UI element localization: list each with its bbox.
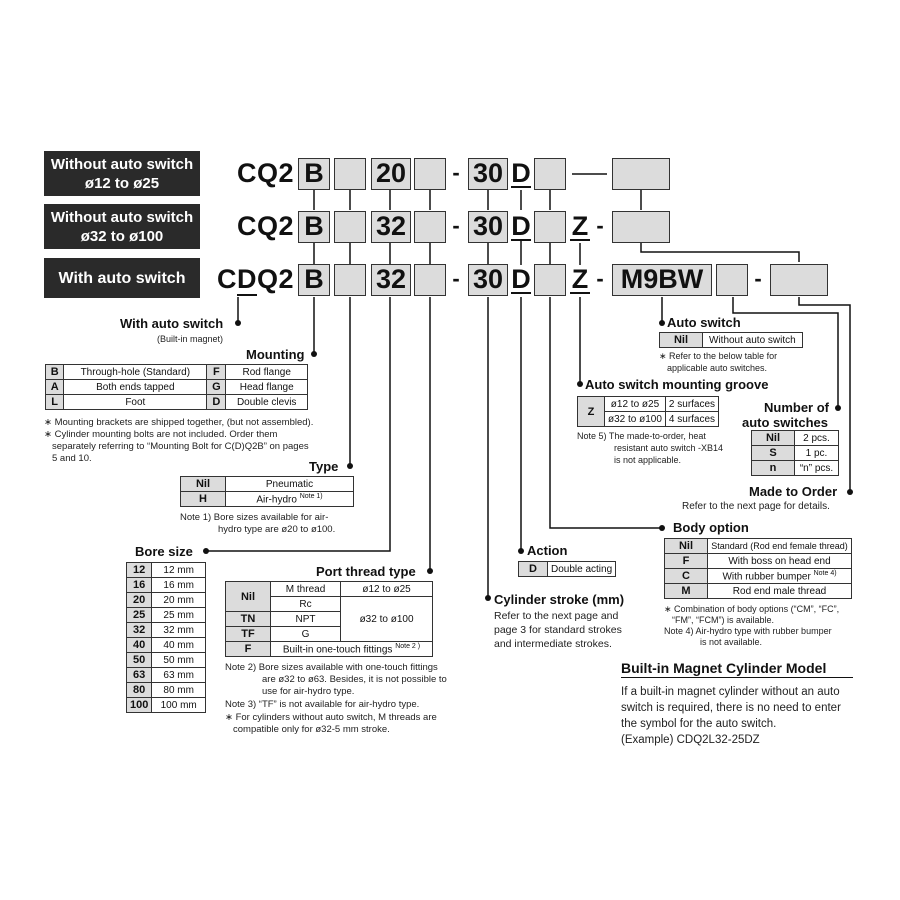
mounting-note: ∗ Mounting brackets are shipped together, (but not assembled). (44, 417, 314, 428)
desc: 40 mm (152, 638, 206, 653)
code: B (46, 365, 64, 380)
desc-text: With rubber bumper (722, 571, 811, 583)
row-label-line2: ø32 to ø100 (80, 227, 164, 245)
stroke-code-box: 30 (468, 158, 508, 190)
code: L (46, 395, 64, 410)
body-option-note: Note 4) Air-hydro type with rubber bumper (664, 626, 832, 636)
table-row (660, 333, 803, 348)
body-option-box (534, 211, 566, 243)
magnet-model-example: (Example) CDQ2L32-25DZ (621, 734, 760, 746)
desc: G (271, 627, 341, 642)
desc: 100 mm (152, 698, 206, 713)
desc: 25 mm (152, 608, 206, 623)
port-note: are ø32 to ø63. Besides, it is not possible to (262, 674, 447, 685)
made-to-order-box (612, 211, 670, 243)
table-row (752, 446, 839, 461)
table-row (127, 623, 206, 638)
auto-switch-note: ∗ Refer to the below table for (659, 351, 778, 361)
groove-code: Z (571, 264, 589, 294)
action-title: Action (527, 543, 568, 558)
desc: 4 surfaces (665, 412, 718, 427)
stroke-note: Refer to the next page and (494, 610, 619, 622)
mounting-table (45, 364, 308, 410)
model-prefix: CQ2 (236, 211, 294, 241)
groove-note: is not applicable. (614, 455, 682, 465)
desc: “n” pcs. (795, 461, 839, 476)
auto-switch-note: applicable auto switches. (667, 363, 768, 373)
auto-switch-code-box: M9BW (612, 264, 712, 296)
magnet-model-text: switch is required, there is no need to enter (621, 702, 841, 714)
desc-text: Built-in one-touch fittings (282, 644, 393, 656)
table-row (127, 668, 206, 683)
type-title: Type (309, 459, 339, 474)
code: TF (226, 627, 271, 642)
magnet-model-text: the symbol for the auto switch. (621, 718, 777, 730)
code: n (752, 461, 795, 476)
code: 20 (127, 593, 152, 608)
code: S (752, 446, 795, 461)
groove-note: Note 5) The made-to-order, heat (577, 431, 706, 441)
mounting-code-box: B (298, 158, 330, 190)
desc: Head flange (226, 380, 308, 395)
row-label-line1: With auto switch (58, 269, 186, 287)
prefix-c: C (216, 264, 237, 294)
port-code-box (414, 158, 446, 190)
body-option-title: Body option (673, 520, 749, 535)
body-option-box (534, 158, 566, 190)
desc: 2 surfaces (665, 397, 718, 412)
code: D (207, 395, 226, 410)
num-switches-box (716, 264, 748, 296)
code: H (181, 492, 226, 507)
model-prefix (200, 264, 294, 294)
action-code: D (511, 264, 531, 294)
mounting-code-box: B (298, 211, 330, 243)
table-row (46, 365, 308, 380)
desc: 20 mm (152, 593, 206, 608)
desc: With boss on head end (708, 554, 852, 569)
desc: 80 mm (152, 683, 206, 698)
code: 16 (127, 578, 152, 593)
row-label-line1: Without auto switch (50, 155, 194, 173)
action-code: D (511, 158, 531, 188)
table-row (127, 653, 206, 668)
type-note: hydro type are ø20 to ø100. (218, 524, 336, 535)
type-code-box (334, 158, 366, 190)
body-option-note: “FM”, “FCM”) is available. (672, 615, 775, 625)
code: D (519, 562, 548, 577)
type-note: Note 1) Bore sizes available for air- (180, 512, 329, 523)
port-note: use for air-hydro type. (262, 686, 355, 697)
code: TN (226, 612, 271, 627)
table-row (752, 431, 839, 446)
dash: - (754, 266, 762, 291)
table-row (181, 492, 354, 507)
bore-size-title: Bore size (135, 544, 193, 559)
cylinder-stroke-title: Cylinder stroke (mm) (494, 592, 625, 607)
table-row (127, 593, 206, 608)
groove-title: Auto switch mounting groove (585, 377, 769, 392)
action-code: D (511, 211, 531, 241)
table-row (181, 477, 354, 492)
table-row (127, 698, 206, 713)
prefix-rest: Q2 (256, 264, 294, 294)
body-option-table (664, 538, 852, 599)
row-label-with-switch (44, 258, 200, 298)
desc-text: Air-hydro (256, 494, 297, 506)
desc: Rod end male thread (708, 584, 852, 599)
desc: Double acting (548, 562, 616, 577)
table-row (46, 380, 308, 395)
code: Nil (226, 582, 271, 612)
table-row (665, 539, 852, 554)
code: F (207, 365, 226, 380)
with-auto-switch-sub: (Built-in magnet) (157, 334, 224, 344)
code: A (46, 380, 64, 395)
code: Nil (181, 477, 226, 492)
num-switches-title: auto switches (742, 415, 828, 430)
row-label-line1: Without auto switch (50, 208, 194, 226)
body-option-box (534, 264, 566, 296)
desc: 12 mm (152, 563, 206, 578)
num-switches-title: Number of (764, 400, 829, 415)
groove-note: resistant auto switch -XB14 (614, 443, 724, 453)
model-prefix: CQ2 (236, 158, 294, 188)
row-label-without-switch-small (44, 151, 200, 196)
desc: Through-hole (Standard) (64, 365, 207, 380)
table-row (226, 582, 433, 597)
row-label-without-switch-large (44, 204, 200, 249)
code: 63 (127, 668, 152, 683)
magnet-model-title: Built-in Magnet Cylinder Model (621, 660, 853, 678)
desc (708, 569, 852, 584)
mounting-code-box: B (298, 264, 330, 296)
dash: - (596, 213, 604, 238)
port-code-box (414, 211, 446, 243)
groove-code: Z (571, 211, 589, 241)
desc: Double clevis (226, 395, 308, 410)
auto-switch-table (659, 332, 803, 348)
table-row (127, 683, 206, 698)
stroke-note: page 3 for standard strokes (494, 624, 622, 636)
auto-switch-title: Auto switch (667, 315, 741, 330)
mounting-title: Mounting (246, 347, 305, 362)
code: Nil (660, 333, 703, 348)
desc: 32 mm (152, 623, 206, 638)
desc (271, 642, 433, 657)
mounting-note: ∗ Cylinder mounting bolts are not included. Order them (44, 429, 278, 440)
desc: 2 pcs. (795, 431, 839, 446)
num-switches-table (751, 430, 839, 476)
port-thread-table (225, 581, 433, 657)
stroke-note: and intermediate strokes. (494, 638, 612, 650)
bore-size-table (126, 562, 206, 713)
body-option-note: is not available. (700, 637, 763, 647)
note-ref: Note 4) (813, 569, 837, 577)
desc: 16 mm (152, 578, 206, 593)
desc: Both ends tapped (64, 380, 207, 395)
range: ø12 to ø25 (341, 582, 433, 597)
code: F (226, 642, 271, 657)
desc: NPT (271, 612, 341, 627)
table-row (665, 569, 852, 584)
desc: Rc (271, 597, 341, 612)
port-note: ∗ For cylinders without auto switch, M threads are (225, 712, 437, 723)
code: F (665, 554, 708, 569)
desc: Pneumatic (226, 477, 354, 492)
type-table (180, 476, 354, 507)
desc: Without auto switch (703, 333, 803, 348)
type-code-box (334, 264, 366, 296)
mounting-note: separately referring to “Mounting Bolt for C(D)Q2B” on pages (52, 441, 309, 452)
table-row (127, 563, 206, 578)
code: 12 (127, 563, 152, 578)
dash: - (452, 213, 460, 238)
with-auto-switch-title: With auto switch (120, 316, 224, 331)
code: 32 (127, 623, 152, 638)
desc: M thread (271, 582, 341, 597)
table-row (127, 608, 206, 623)
made-to-order-box (770, 264, 828, 296)
table-row (127, 578, 206, 593)
table-row (752, 461, 839, 476)
table-row (665, 584, 852, 599)
desc (226, 492, 354, 507)
desc: Foot (64, 395, 207, 410)
desc: Rod flange (226, 365, 308, 380)
desc: 50 mm (152, 653, 206, 668)
magnet-model-text: If a built-in magnet cylinder without an auto (621, 686, 840, 698)
table-row (226, 642, 433, 657)
made-to-order-title: Made to Order (749, 484, 838, 499)
range: ø32 to ø100 (341, 597, 433, 642)
groove-table (577, 396, 719, 427)
code: C (665, 569, 708, 584)
dash: - (452, 160, 460, 185)
action-table (518, 561, 616, 577)
code: 80 (127, 683, 152, 698)
code: 40 (127, 638, 152, 653)
desc: 63 mm (152, 668, 206, 683)
stroke-code-box: 30 (468, 264, 508, 296)
table-row (578, 397, 719, 412)
table-row (665, 554, 852, 569)
port-note: Note 3) “TF” is not available for air-hydro type. (225, 699, 420, 710)
bore-code-box: 32 (371, 264, 411, 296)
made-to-order-box (612, 158, 670, 190)
dash: - (596, 266, 604, 291)
type-code-box (334, 211, 366, 243)
code: 100 (127, 698, 152, 713)
port-note: Note 2) Bore sizes available with one-touch fittings (225, 662, 438, 673)
table-row (519, 562, 616, 577)
code: Nil (665, 539, 708, 554)
mounting-note: 5 and 10. (52, 453, 92, 464)
bore-code-box: 20 (371, 158, 411, 190)
made-to-order-note: Refer to the next page for details. (682, 501, 830, 512)
bore-code-box: 32 (371, 211, 411, 243)
code: G (207, 380, 226, 395)
code: 50 (127, 653, 152, 668)
note-ref: Note 1) (299, 492, 323, 500)
body-option-note: ∗ Combination of body options (“CM”, “FC”, (664, 604, 840, 614)
code: Nil (752, 431, 795, 446)
dash: - (452, 266, 460, 291)
stroke-code-box: 30 (468, 211, 508, 243)
code: Z (578, 397, 605, 427)
range: ø12 to ø25 (605, 397, 666, 412)
table-row (127, 638, 206, 653)
port-thread-title: Port thread type (316, 564, 416, 579)
desc: Standard (Rod end female thread) (708, 539, 852, 554)
row-label-line2: ø12 to ø25 (84, 174, 160, 192)
port-code-box (414, 264, 446, 296)
code: M (665, 584, 708, 599)
port-note: compatible only for ø32-5 mm stroke. (233, 724, 390, 735)
range: ø32 to ø100 (605, 412, 666, 427)
desc: 1 pc. (795, 446, 839, 461)
note-ref: Note 2 ) (395, 642, 421, 650)
prefix-d-magnet: D (236, 264, 257, 294)
table-row (46, 395, 308, 410)
code: 25 (127, 608, 152, 623)
